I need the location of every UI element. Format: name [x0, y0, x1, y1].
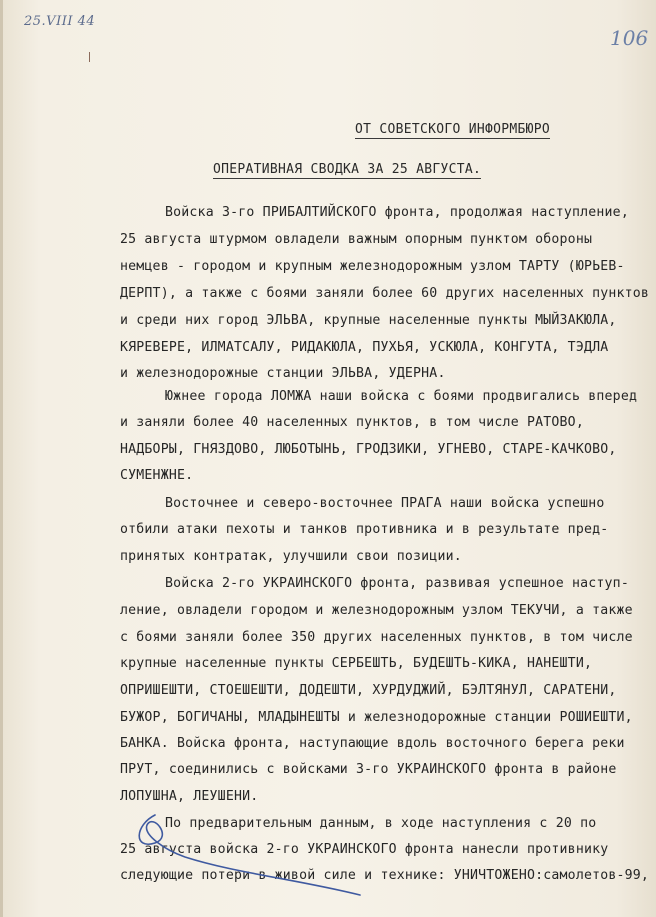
- body-line: и заняли более 40 населенных пунктов, в том числе РАТОВО,: [120, 415, 584, 430]
- body-line: немцев - городом и крупным железнодорожным узлом ТАРТУ (ЮРЬЕВ-: [120, 259, 625, 274]
- body-line: БУЖОР, БОГИЧАНЫ, МЛАДЫНЕШТЫ и железнодорожные станции РОШИЕШТИ,: [120, 710, 633, 725]
- body-line: Войска 3-го ПРИБАЛТИЙСКОГО фронта, продолжая наступление,: [165, 205, 629, 220]
- folio-number: 106: [610, 26, 649, 50]
- body-line: 25 августа штурмом овладели важным опорным пунктом обороны: [120, 232, 593, 247]
- body-line: ДЕРПТ), а также с боями заняли более 60 других населенных пунктов: [120, 286, 650, 301]
- body-line: ОПРИШЕШТИ, СТОЕШЕШТИ, ДОДЕШТИ, ХУРДУДЖИЙ, БЭЛТЯНУЛ, САРАТЕНИ,: [120, 683, 617, 698]
- body-line: СУМЕНЖНЕ.: [120, 468, 194, 483]
- body-line: БАНКА. Войска фронта, наступающие вдоль восточного берега реки: [120, 736, 625, 751]
- handwritten-date-annotation: 25.VIII 44: [24, 14, 96, 29]
- body-line: ление, овладели городом и железнодорожным узлом ТЕКУЧИ, а также: [120, 603, 633, 618]
- document-subtitle: ОПЕРАТИВНАЯ СВОДКА ЗА 25 АВГУСТА.: [213, 162, 482, 177]
- body-line: Восточнее и северо-восточнее ПРАГА наши войска успешно: [165, 496, 605, 511]
- body-line: принятых контратак, улучшили свои позиции.: [120, 549, 462, 564]
- body-line: отбили атаки пехоты и танков противника и в результате пред-: [120, 522, 609, 537]
- body-line: Войска 2-го УКРАИНСКОГО фронта, развивая успешное наступ-: [165, 576, 629, 591]
- body-line: По предварительным данным, в ходе наступления с 20 по: [165, 816, 597, 831]
- body-line: и железнодорожные станции ЭЛЬВА, УДЕРНА.: [120, 366, 446, 381]
- body-line: ЛОПУШНА, ЛЕУШЕНИ.: [120, 789, 259, 804]
- pencil-mark: [89, 52, 90, 62]
- body-line: и среди них город ЭЛЬВА, крупные населенные пункты МЫЙЗАКЮЛА,: [120, 313, 617, 328]
- body-line: следующие потери в живой силе и технике: УНИЧТОЖЕНО:самолетов-99,: [120, 868, 650, 883]
- body-line: ПРУТ, соединились с войсками 3-го УКРАИНСКОГО фронта в районе: [120, 762, 617, 777]
- body-line: 25 августа войска 2-го УКРАИНСКОГО фронта нанесли противнику: [120, 842, 609, 857]
- body-line: НАДБОРЫ, ГНЯЗДОВО, ЛЮБОТЫНЬ, ГРОДЗИКИ, УГНЕВО, СТАРЕ-КАЧКОВО,: [120, 442, 617, 457]
- document-title: ОТ СОВЕТСКОГО ИНФОРМБЮРО: [355, 122, 551, 137]
- body-line: Южнее города ЛОМЖА наши войска с боями продвигались вперед: [165, 389, 638, 404]
- body-line: с боями заняли более 350 других населенных пунктов, в том числе: [120, 630, 633, 645]
- body-line: КЯРЕВЕРЕ, ИЛМАТСАЛУ, РИДАКЮЛА, ПУХЬЯ, УСКЮЛА, КОНГУТА, ТЭДЛА: [120, 340, 609, 355]
- body-line: крупные населенные пункты СЕРБЕШТЬ, БУДЕШТЬ-КИКА, НАНЕШТИ,: [120, 656, 593, 671]
- page-edge: [0, 0, 3, 917]
